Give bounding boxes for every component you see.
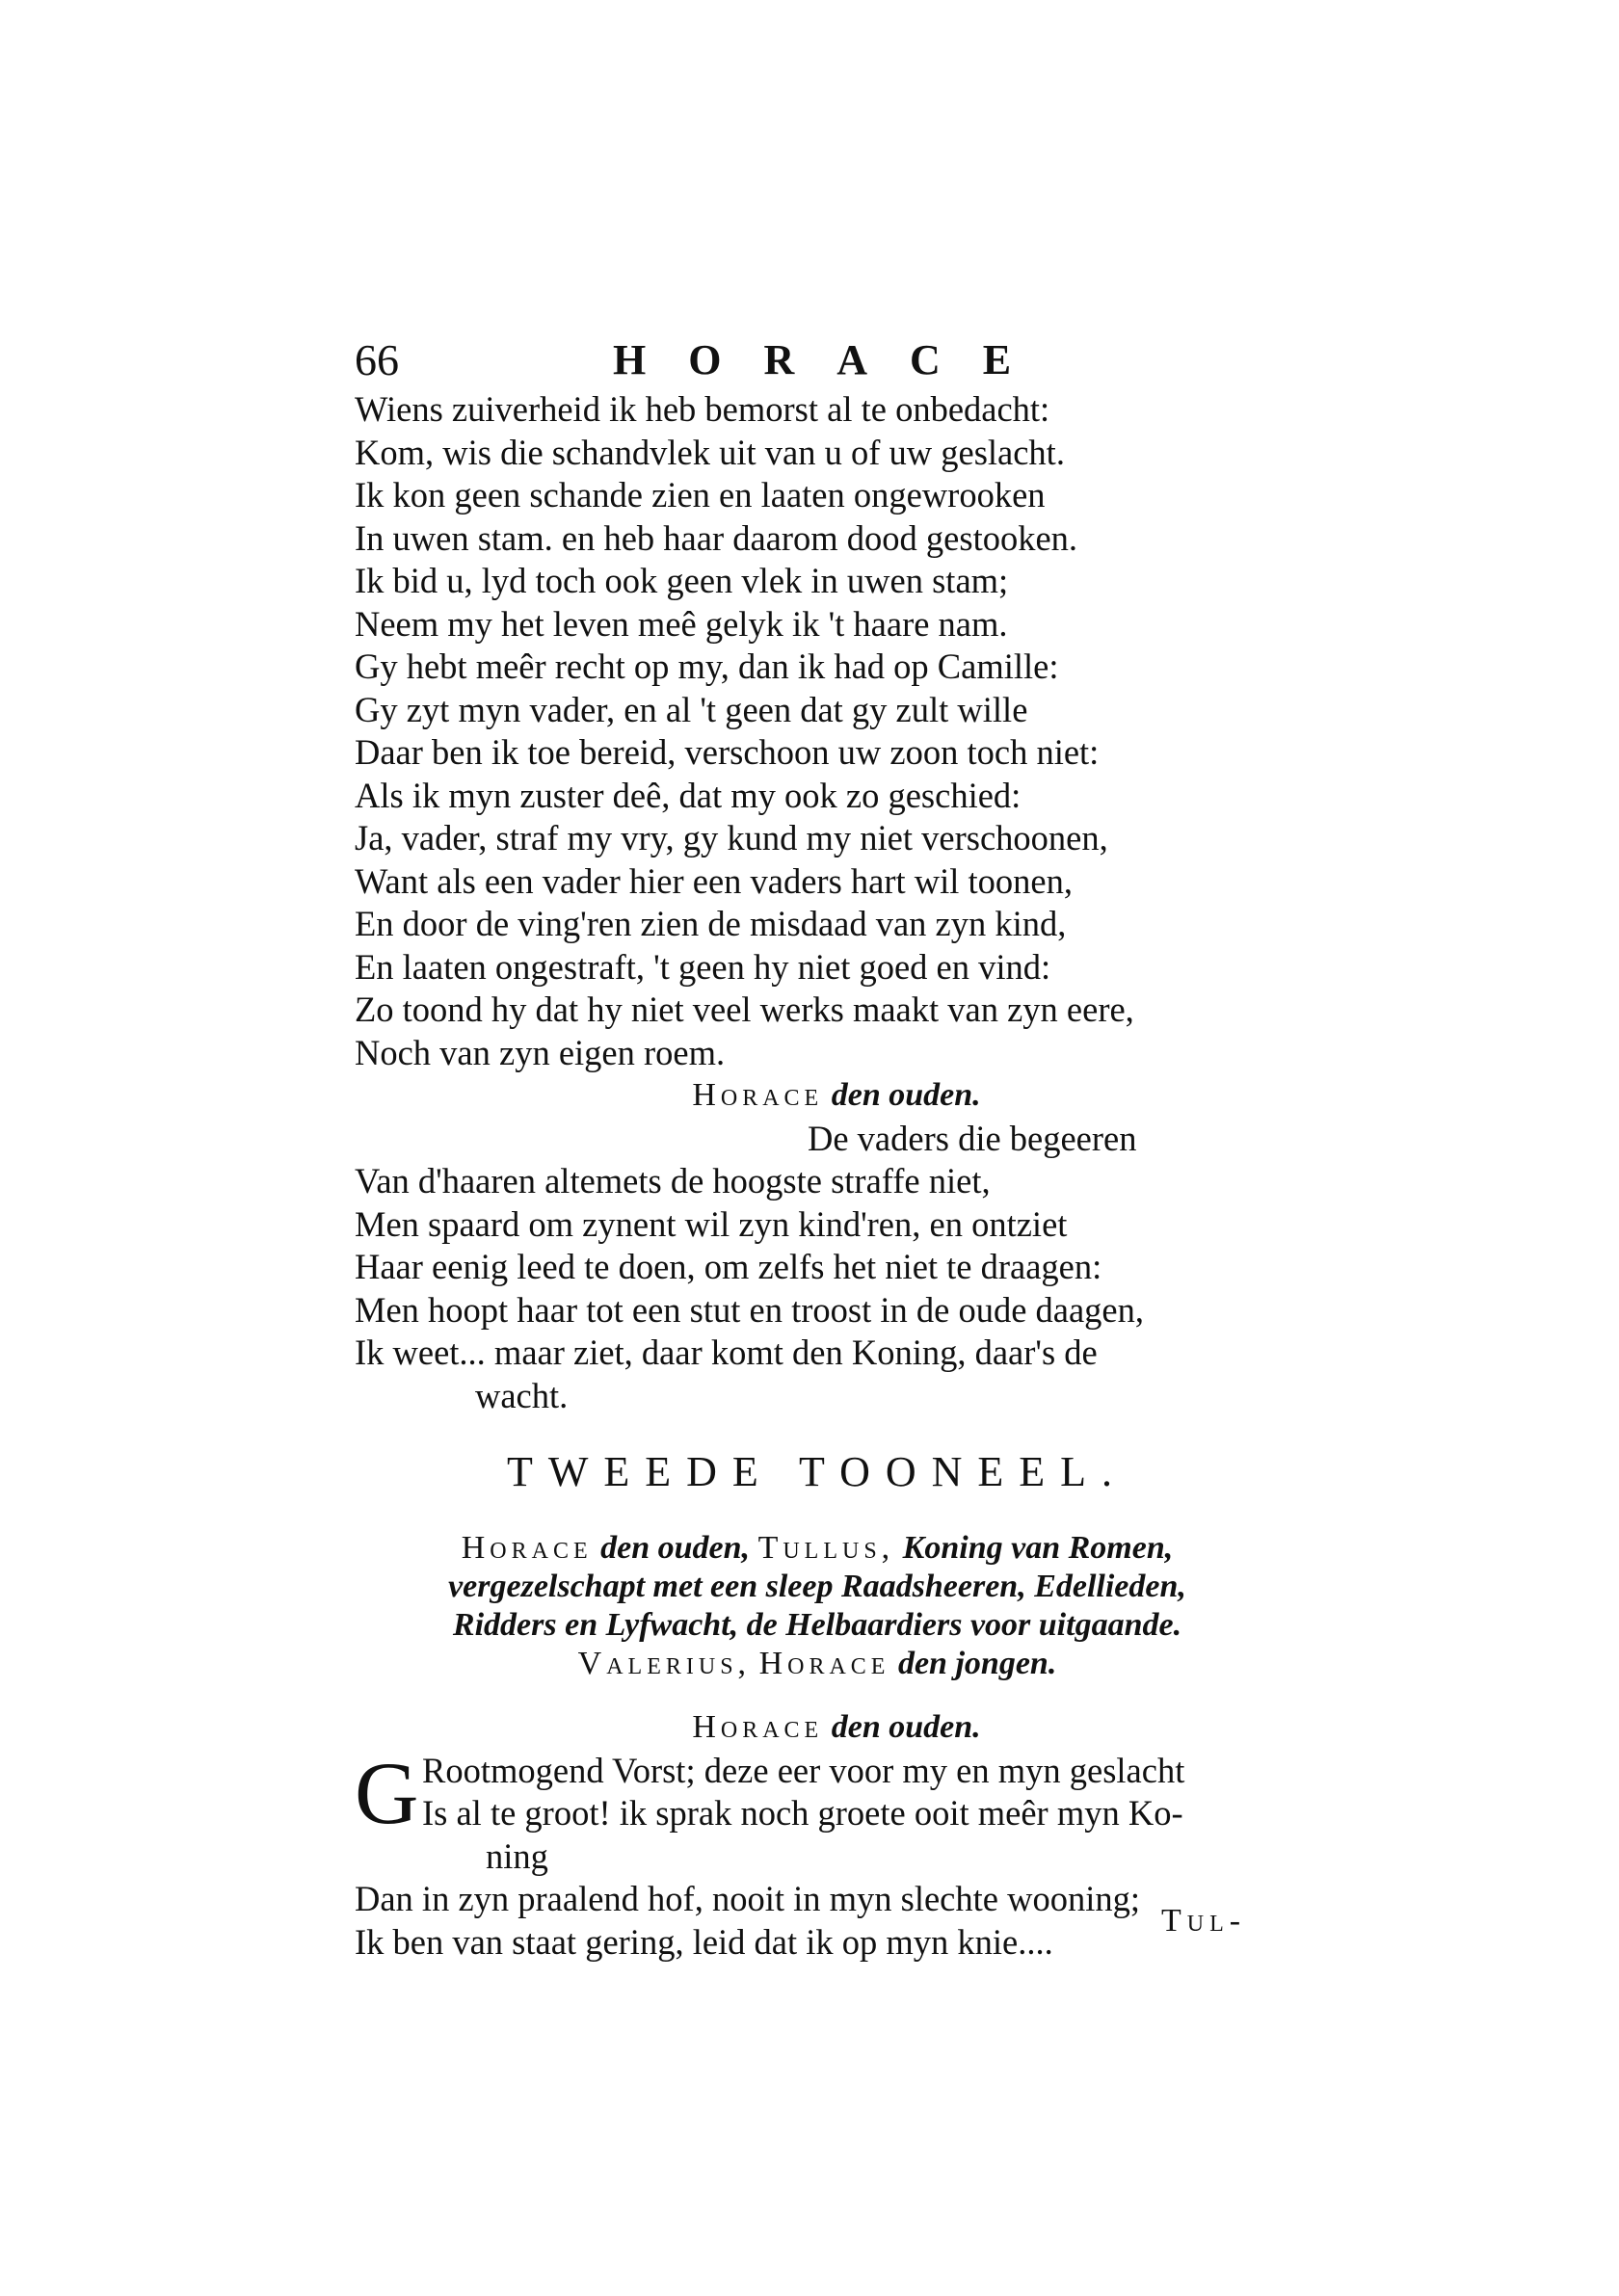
cast-line [355, 1568, 1280, 1606]
speaker-heading [355, 1074, 1280, 1118]
verse-line: Haar eenig leed te doen, om zelfs het niet te draagen: [355, 1247, 1102, 1286]
speaker-name: Horace [692, 1077, 824, 1113]
spacer [355, 1683, 1280, 1706]
drop-cap-lines [355, 1743, 1280, 1879]
page-header [355, 332, 1280, 388]
speaker-qualifier: den ouden. [831, 1709, 981, 1745]
cast-name: Horace [758, 1646, 890, 1681]
half-line: De vaders die begeeren [808, 1118, 1137, 1158]
cast-description: vergezelschapt met een sleep Raadsheeren, Edellieden, [448, 1569, 1186, 1604]
verse-line-overflow: ning [486, 1835, 548, 1876]
cast-line [355, 1606, 1280, 1645]
cast-line [355, 1645, 1280, 1683]
verse-line: En door de ving'ren zien de misdaad van zyn kind, [355, 904, 1067, 943]
verse-line: Ja, vader, straf my vry, gy kund my niet verschoonen, [355, 818, 1108, 858]
cast-line [355, 1529, 1280, 1568]
cast-name: Horace [461, 1530, 593, 1566]
page-number: 66 [355, 335, 399, 384]
verse-line: Zo toond hy dat hy niet veel werks maakt van zyn eere, [355, 990, 1134, 1029]
speaker-name: Horace [692, 1709, 824, 1745]
running-title: HORACE [613, 336, 1054, 383]
speaker-qualifier: den ouden. [831, 1077, 981, 1113]
verse-line: Ik bid u, lyd toch ook geen vlek in uwen stam; [355, 561, 1009, 600]
verse-line: Rootmogend Vorst; deze eer voor my en myn geslacht [422, 1750, 1185, 1790]
cast-qualifier: Koning van Romen, [902, 1530, 1174, 1566]
verse-line: Ik kon geen schande zien en laaten ongewrooken [355, 475, 1046, 515]
cast-name: Valerius, [577, 1646, 752, 1681]
verse-line: Gy zyt myn vader, en al 't geen dat gy zult wille [355, 689, 1028, 729]
scene-title: TWEEDE TOONEEL. [506, 1448, 1128, 1495]
verse-line: Neem my het leven meê gelyk ik 't haare nam. [355, 603, 1008, 644]
cast-name: Tullus, [757, 1530, 895, 1566]
verse-line: Ik ben van staat gering, leid dat ik op myn knie.... [355, 1921, 1053, 1962]
drop-cap: G [355, 1743, 419, 1842]
verse-line: Men spaard om zynent wil zyn kind'ren, en ontziet [355, 1203, 1068, 1244]
verse-line: Kom, wis die schandvlek uit van u of uw geslacht. [355, 432, 1065, 472]
cast-list [355, 1529, 1280, 1683]
verse-line: Dan in zyn praalend hof, nooit in myn slechte wooning; [355, 1879, 1140, 1918]
cast-qualifier: den jongen. [897, 1646, 1057, 1681]
speaker-heading [355, 1706, 1280, 1750]
verse-line: Wiens zuiverheid ik heb bemorst al te onbedacht: [355, 389, 1050, 429]
verse-line: Van d'haaren altemets de hoogste straffe niet, [355, 1161, 991, 1201]
verse-line: Is al te groot! ik sprak noch groete ooit meêr myn Ko- [422, 1793, 1183, 1833]
verse-block-1 [355, 388, 1280, 1074]
verse-line: Als ik myn zuster deê, dat my ook zo geschied: [355, 775, 1022, 815]
verse-line-overflow: wacht. [475, 1375, 569, 1415]
verse-line: Noch van zyn eigen roem. [355, 1032, 726, 1072]
verse-line: Ik weet... maar ziet, daar komt den Koning, daar's de [355, 1333, 1098, 1372]
cast-qualifier: den ouden, [600, 1530, 751, 1566]
verse-block-3 [355, 1743, 1280, 1965]
text-block [355, 332, 1280, 1964]
verse-line: Gy hebt meêr recht op my, dan ik had op Camille: [355, 647, 1059, 686]
verse-line: Men hoopt haar tot een stut en troost in de oude daagen, [355, 1289, 1145, 1330]
verse-line: Daar ben ik toe bereid, verschoon uw zoon toch niet: [355, 732, 1100, 772]
verse-line: In uwen stam. en heb haar daarom dood gestooken. [355, 517, 1078, 558]
cast-description: Ridders en Lyfwacht, de Helbaardiers voor uitgaande. [452, 1607, 1182, 1643]
verse-block-2 [355, 1160, 1280, 1417]
catchword: Tul- [1161, 1903, 1247, 1939]
verse-line: Want als een vader hier een vaders hart wil toonen, [355, 860, 1074, 901]
verse-line: En laaten ongestraft, 't geen hy niet goed en vind: [355, 946, 1051, 987]
